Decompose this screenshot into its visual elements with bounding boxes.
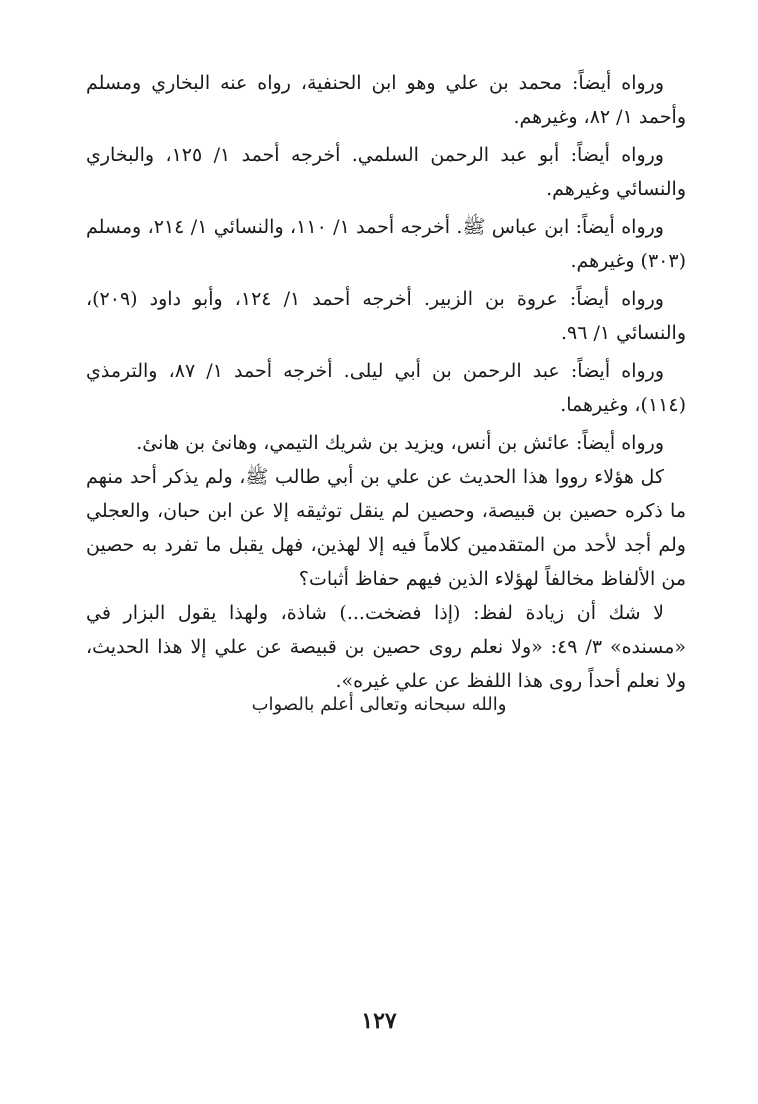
paragraph-5: ورواه أيضاً: عبد الرحمن بن أبي ليلى. أخرجه أحمد ١/ ٨٧، والترمذي (١١٤)، وغيرهما. [86, 360, 686, 416]
paragraph-8: لا شك أن زيادة لفظ: (إذا فضخت...) شاذة، ولهذا يقول البزار في «مسنده» ٣/ ٤٩: «ولا نعلم روى حصين بن قبيصة عن علي إلا هذا الحديث، ولا نعلم أحداً روى هذا اللفظ عن علي غيره». [86, 602, 686, 692]
paragraph-4: ورواه أيضاً: عروة بن الزبير. أخرجه أحمد ١/ ١٢٤، وأبو داود (٢٠٩)، والنسائي ١/ ٩٦. [86, 288, 686, 344]
paragraph-1: ورواه أيضاً: محمد بن علي وهو ابن الحنفية، رواه عنه البخاري ومسلم وأحمد ١/ ٨٢، وغيرهم. [86, 72, 686, 128]
paragraph-6: ورواه أيضاً: عائش بن أنس، ويزيد بن شريك التيمي، وهانئ بن هانئ. [136, 432, 664, 454]
body-text [86, 66, 686, 698]
paragraph-2: ورواه أيضاً: أبو عبد الرحمن السلمي. أخرجه أحمد ١/ ١٢٥، والبخاري والنسائي وغيرهم. [86, 144, 686, 200]
page-number: ١٢٧ [361, 1008, 397, 1034]
paragraph-3: ورواه أيضاً: ابن عباس ﷺ. أخرجه أحمد ١/ ١١٠، والنسائي ١/ ٢١٤، ومسلم (٣٠٣) وغيرهم. [86, 216, 686, 272]
paragraph-7: كل هؤلاء رووا هذا الحديث عن علي بن أبي طالب ﷺ، ولم يذكر أحد منهم ما ذكره حصين بن قبيصة، وحصين لم ينقل توثيقه إلا عن ابن حبان، والعجلي ولم أجد لأحد من المتقدمين كلاماً فيه إلا لهذين، فهل يقبل ما تفرد به حصين من الألفاظ مخالفاً لهؤلاء الذين فيهم حفاظ أثبات؟ [86, 466, 686, 590]
closing-phrase: والله سبحانه وتعالى أعلم بالصواب [251, 694, 507, 715]
